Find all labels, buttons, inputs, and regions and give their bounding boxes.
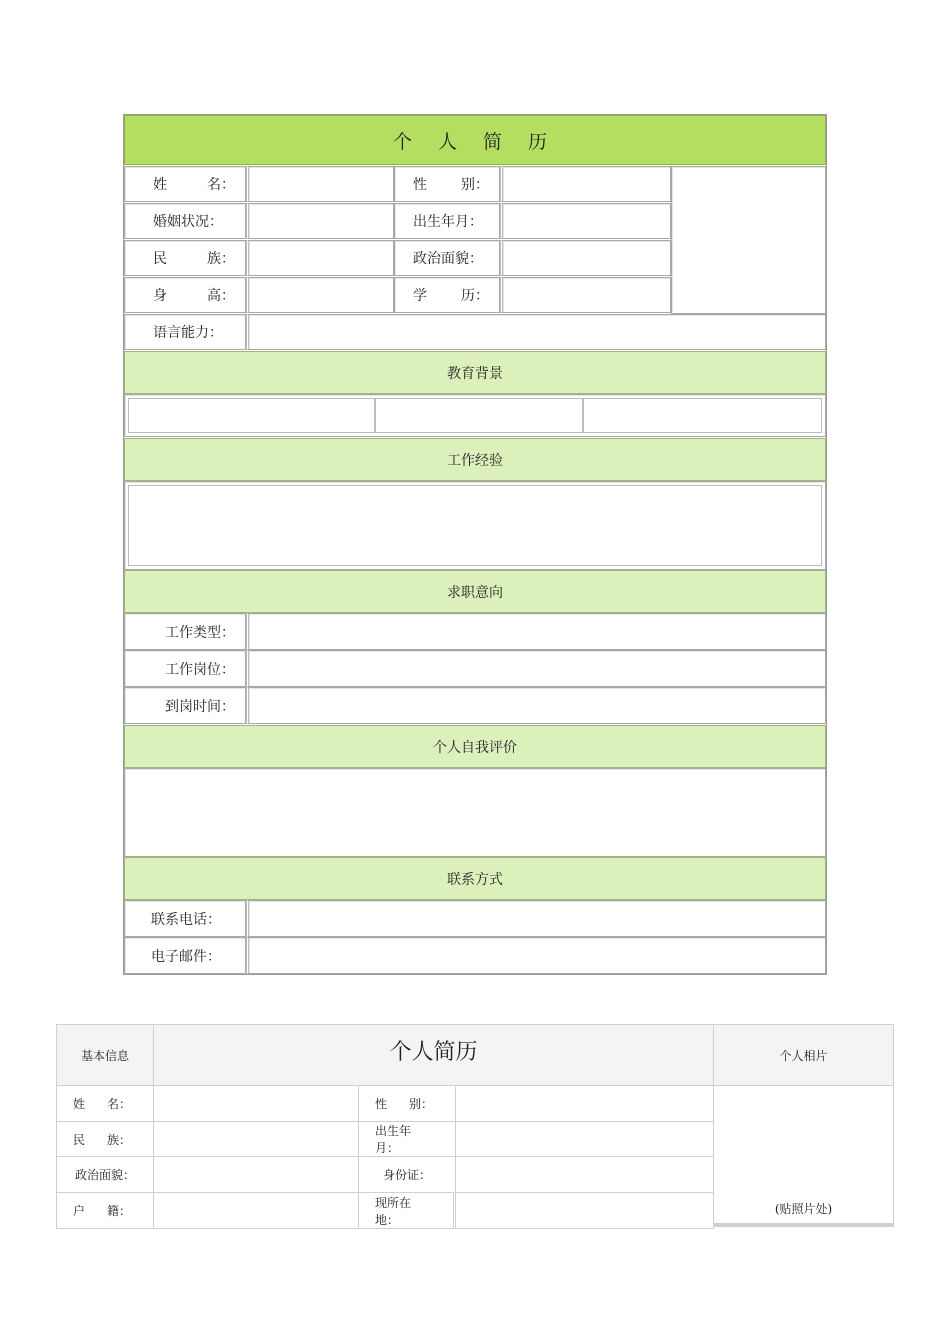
gender-input-2[interactable] (455, 1085, 714, 1122)
marital-status-input[interactable] (246, 203, 394, 239)
education-level-label: 学 历： (394, 277, 500, 313)
ethnicity-label-2: 民 族： (56, 1121, 154, 1157)
hukou-input[interactable] (153, 1192, 359, 1229)
education-cell[interactable] (128, 398, 375, 433)
name-input[interactable] (246, 166, 394, 202)
birth-date-label-2: 出生年月： (358, 1121, 456, 1157)
name-input-2[interactable] (153, 1085, 359, 1122)
id-card-label: 身份证： (358, 1156, 456, 1193)
work-experience-section-header: 工作经验 (124, 438, 826, 481)
ethnicity-label: 民 族： (124, 240, 246, 276)
current-address-input[interactable] (455, 1192, 714, 1229)
name-label-2: 姓 名： (56, 1085, 154, 1122)
hukou-label: 户 籍： (56, 1192, 154, 1229)
contact-section-header: 联系方式 (124, 857, 826, 900)
name-label: 姓 名： (124, 166, 246, 202)
gender-label: 性 别： (394, 166, 500, 202)
political-status-input-2[interactable] (153, 1156, 359, 1193)
gender-label-2: 性 别： (358, 1085, 456, 1122)
job-type-label: 工作类型： (124, 613, 246, 650)
photo-area-2[interactable] (713, 1085, 894, 1227)
photo-header: 个人相片 (713, 1024, 894, 1086)
marital-status-label: 婚姻状况： (124, 203, 246, 239)
education-cell[interactable] (375, 398, 583, 433)
education-section-header: 教育背景 (124, 351, 826, 394)
resume-form-2 (56, 1024, 894, 1229)
education-cell[interactable] (583, 398, 822, 433)
political-status-input[interactable] (500, 240, 671, 276)
id-card-input[interactable] (455, 1156, 714, 1193)
photo-area[interactable] (671, 166, 826, 314)
birth-date-label: 出生年月： (394, 203, 500, 239)
phone-input[interactable] (246, 900, 826, 937)
email-input[interactable] (246, 937, 826, 974)
height-label: 身 高： (124, 277, 246, 313)
start-time-label: 到岗时间： (124, 687, 246, 724)
photo-placeholder: (贴照片处) (774, 1202, 833, 1216)
birth-date-input[interactable] (500, 203, 671, 239)
height-input[interactable] (246, 277, 394, 313)
self-evaluation-section-header: 个人自我评价 (124, 725, 826, 768)
job-intent-section-header: 求职意向 (124, 570, 826, 613)
ethnicity-input[interactable] (246, 240, 394, 276)
education-level-input[interactable] (500, 277, 671, 313)
birth-date-input-2[interactable] (455, 1121, 714, 1157)
resume-title: 个 人 简 历 (124, 115, 826, 165)
political-status-label: 政治面貌： (394, 240, 500, 276)
current-address-label: 现所在地： (358, 1192, 456, 1229)
basic-info-label: 基本信息 (56, 1024, 154, 1086)
job-type-input[interactable] (246, 613, 826, 650)
phone-label: 联系电话： (124, 900, 246, 937)
email-label: 电子邮件： (124, 937, 246, 974)
education-row (124, 394, 826, 437)
gender-input[interactable] (500, 166, 671, 202)
resume-form-1 (123, 114, 827, 975)
job-position-label: 工作岗位： (124, 650, 246, 687)
work-experience-row (124, 481, 826, 570)
language-ability-input[interactable] (246, 314, 826, 350)
start-time-input[interactable] (246, 687, 826, 724)
self-evaluation-input[interactable] (124, 768, 826, 857)
language-ability-label: 语言能力： (124, 314, 246, 350)
resume-title-2: 个人简历 (153, 1024, 714, 1086)
job-position-input[interactable] (246, 650, 826, 687)
work-experience-input[interactable] (128, 485, 822, 566)
ethnicity-input-2[interactable] (153, 1121, 359, 1157)
political-status-label-2: 政治面貌： (56, 1156, 154, 1193)
